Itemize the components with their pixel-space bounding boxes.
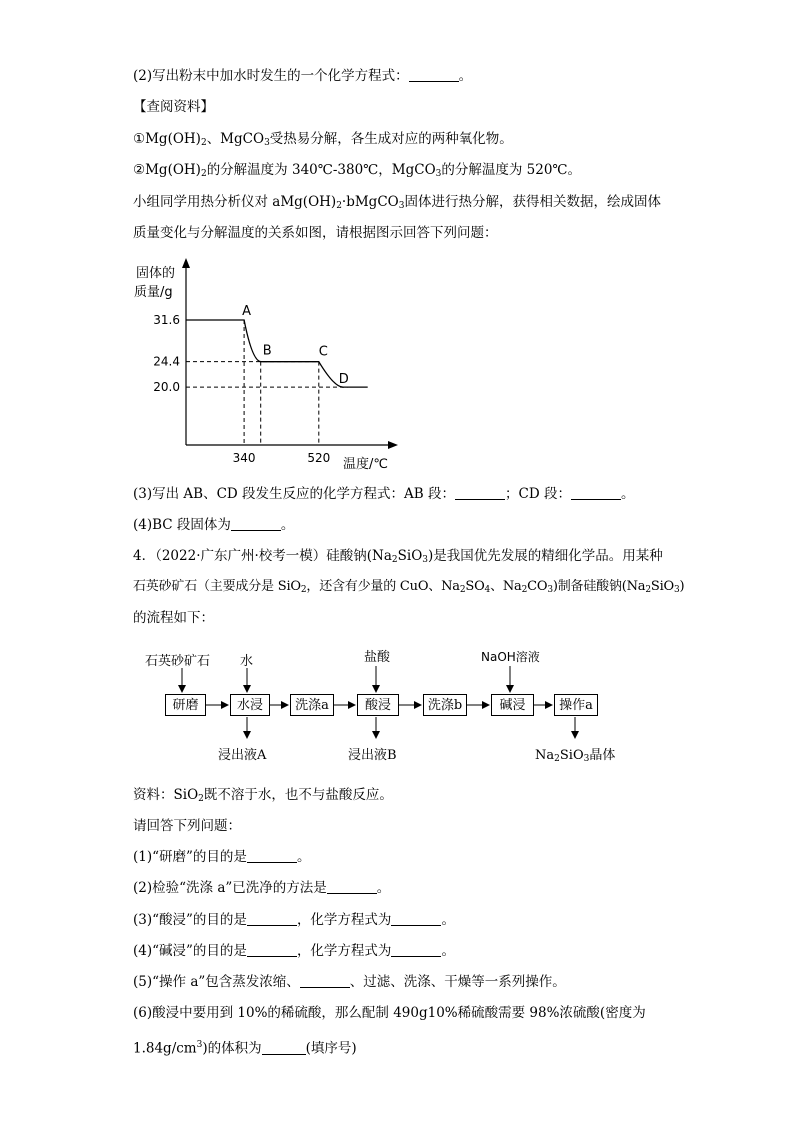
output-product: $Na_2SiO_3$晶体 [535, 748, 616, 764]
answer-blank [391, 943, 441, 957]
point-label-a: A [242, 304, 252, 319]
problem-4-line-2: 石英砂矿石（主要成分是 SiO$_2$，还含有少量的 CuO、$Na_2SO_4$、$Na_2CO_3$)制备硅酸钠$(Na_2SiO_3)$ [133, 579, 685, 595]
sub-question-6-line-1: (6)酸浸中要用到 10%的稀硫酸，那么配制 490g10%稀硫酸需要 98%浓硫酸(密度为 [133, 1005, 646, 1021]
point-label-d: D [338, 372, 349, 388]
prompt: 请回答下列问题： [133, 818, 241, 834]
y-tick-label: 20.0 [153, 380, 180, 395]
point-label-b: B [262, 343, 272, 359]
problem-4-line-1: 4．（2022·广东广州·校考一模）硅酸钠$(Na_2SiO_3)$是我国优先发展的精细化学品。用某种 [133, 548, 663, 565]
y-axis-label-line2: 质量/g [134, 285, 173, 300]
intro-line-2: 质量变化与分解温度的关系如图，请根据图示回答下列问题： [133, 225, 498, 241]
x-tick-label: 520 [307, 451, 331, 465]
step-operation-a: 操作a [554, 694, 598, 716]
y-tick-label: 31.6 [153, 313, 180, 327]
sub-question-3: (3)“酸浸”的目的是 ，化学方程式为 。 [133, 912, 455, 928]
x-tick-label: 340 [232, 451, 256, 465]
reference-title: 【查阅资料】 [133, 99, 214, 115]
intro-line-1: 小组同学用热分析仪对 $aMg(OH)_2\cdot bMgCO_3$固体进行热分解，获得相关数据，绘成固体 [133, 194, 661, 211]
reference-item-1: $①Mg(OH)_2$、MgCO$_3$受热易分解，各生成对应的两种氧化物。 [133, 131, 513, 148]
input-hydrochloric-acid: 盐酸 [364, 650, 391, 665]
answer-blank [247, 943, 297, 957]
question-4: (4)BC 段固体为 。 [133, 517, 295, 533]
answer-blank [247, 912, 297, 926]
sub-question-4: (4)“碱浸”的目的是 ，化学方程式为 。 [133, 943, 455, 959]
sub-question-6-line-2: $1.84g/cm^3$)的体积为 (填序号) [133, 1040, 357, 1057]
step-water-leach: 水浸 [230, 694, 270, 716]
answer-blank [327, 880, 377, 894]
output-leach-a: 浸出液A [218, 748, 267, 763]
input-ore: 石英砂矿石 [145, 654, 211, 669]
answer-blank [391, 912, 441, 926]
question-2: (2)写出粉末中加水时发生的一个化学方程式： 。 [133, 68, 473, 84]
answer-blank [300, 974, 350, 988]
answer-blank [247, 849, 297, 863]
step-alkali-leach: 碱浸 [491, 694, 534, 716]
x-axis-label: 温度/℃ [343, 457, 388, 472]
reference-item-2: $②Mg(OH)_2$的分解温度为 340℃-380℃，MgCO$_3$的分解温度为 520℃。 [133, 162, 582, 179]
step-wash-a: 洗涤a [290, 694, 334, 716]
question-3: (3)写出 AB、CD 段发生反应的化学方程式：AB 段： ；CD 段： 。 [133, 486, 635, 502]
step-wash-b: 洗涤b [423, 694, 467, 716]
sub-question-2: (2)检验“洗涤 a”已洗净的方法是 。 [133, 880, 391, 896]
info-note: 资料：SiO$_2$既不溶于水，也不与盐酸反应。 [133, 787, 393, 804]
input-naoh: NaOH溶液 [481, 650, 540, 664]
step-acid-leach: 酸浸 [357, 694, 399, 716]
y-tick-label: 24.4 [153, 354, 180, 369]
sub-question-5: (5)“操作 a”包含蒸发浓缩、 、过滤、洗涤、干燥等一系列操作。 [133, 974, 566, 990]
sub-question-1: (1)“研磨”的目的是 。 [133, 849, 311, 865]
input-water: 水 [240, 654, 254, 669]
step-grinding: 研磨 [165, 694, 206, 716]
answer-blank [262, 1041, 306, 1055]
y-axis-label-line1: 固体的 [136, 266, 176, 281]
output-leach-b: 浸出液B [348, 748, 397, 763]
point-label-c: C [318, 344, 328, 360]
problem-4-line-3: 的流程如下： [133, 610, 214, 626]
